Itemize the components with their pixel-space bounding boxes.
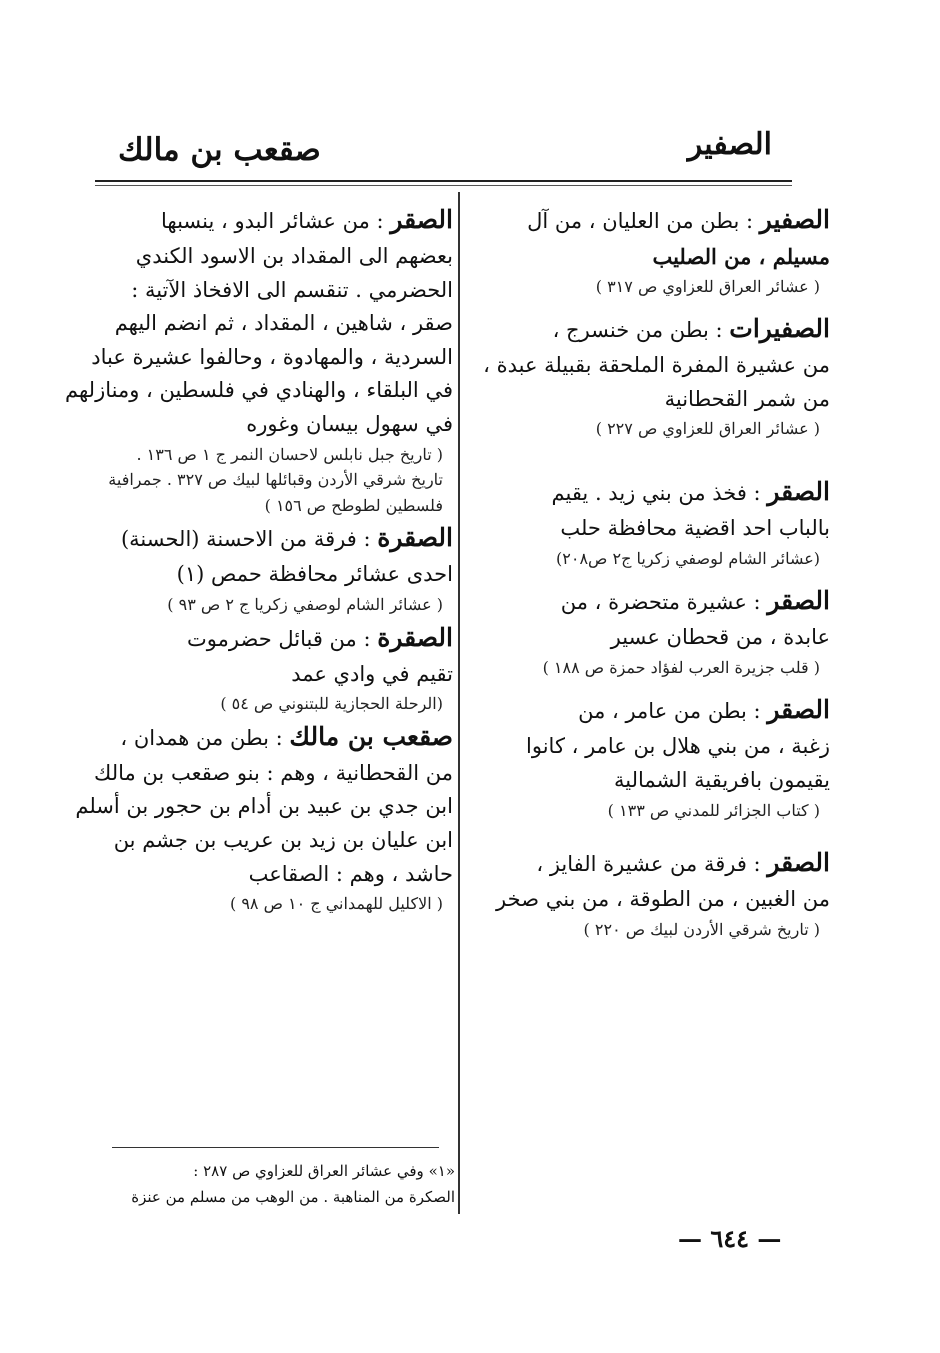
entry-assaqr-4 [460,843,830,942]
entry-reference: (عشائر الشام لوصفي زكريا ج٢ ص٢٠٨) [556,548,820,568]
entry-text: : بطن من همدان ، [120,725,290,750]
entry-text: : من عشائر البدو ، ينسبها [161,209,391,233]
entry-text: ابن عليان بن زيد بن عريب بن جشم بن [113,827,453,852]
entry-assaqr-3 [460,690,830,823]
entry-text: في سهول بيسان وغوره [246,411,453,436]
entry-text: : بطن من خنسرج ، [552,318,730,343]
running-head-left: صقعب بن مالك [118,132,321,168]
entry-text: الحضرمي . تنقسم الى الافخاذ الآتية : [131,277,453,302]
entry-term: الصقرة [377,622,453,652]
entry-text: من عشيرة المفرة الملحقة بقبيلة عبدة ، [483,353,830,378]
entry-reference: ( عشائر العراق للعزاوي ص ٣١٧ ) [595,276,820,296]
entry-term: صقعب بن مالك [289,721,453,751]
footnote-rule [112,1147,439,1148]
entry-text: مسيلم ، من الصليب [652,244,830,269]
entry-assaqr-1 [460,472,830,571]
entry-text: عابدة ، من قحطان عسير [610,625,830,650]
entry-saqab-bin-malik [75,717,453,917]
entry-reference: ( عشائر الشام لوصفي زكريا ج ٢ ص ٩٣ ) [167,594,443,614]
entry-reference: ( الاكليل للهمداني ج ١٠ ص ٩٨ ) [230,894,443,914]
entry-assaqr-bedouin [65,200,453,518]
entry-text: احدى عشائر محافظة حمص (١) [176,562,453,587]
entry-reference: ( قلب جزيرة العرب لفؤاد حمزة ص ١٨٨ ) [542,657,820,677]
entry-text: من القحطانية ، وهم : بنو صقعب بن مالك [94,760,453,785]
entry-assaqr-2 [460,581,830,680]
entry-text: زغبة ، من بني هلال بن عامر ، كانوا [526,734,830,759]
entry-reference: ( عشائر العراق للعزاوي ص ٢٢٧ ) [595,419,820,439]
entry-text: : عشيرة متحضرة ، من [560,590,768,615]
entry-reference: فلسطين لطوطح ص ١٥٦ ) [264,495,443,515]
entry-text: السردية ، والمهادوة ، وحالفوا عشيرة عباد [91,344,453,369]
running-head-right: الصفير [687,127,772,162]
entry-text: حاشد ، وهم : الصقاعب [248,861,453,886]
entry-text: : من قبائل حضرموت [187,626,378,651]
header-rule [95,180,792,182]
entry-text: : بطن من العليان ، من آل [527,209,760,233]
header-rule-thin [95,185,792,186]
entry-text: من الغبين ، من الطوقة ، من بني صخر [496,887,830,912]
entry-text: : بطن من عامر ، من [578,699,768,724]
entry-text: : فرقة من الاحسنة (الحسنة) [120,527,378,552]
entry-reference: تاريخ شرقي الأردن وقبائلها لبيك ص ٣٢٧ . جمرافية [108,470,443,490]
entry-reference: (الرحلة الحجازية للبتنوني ص ٥٤ ) [220,694,443,714]
entry-text: من شمر القحطانية [664,386,830,411]
entry-text: ابن جدي بن عبيد بن أدام بن حجور بن أسلم [75,794,453,819]
entry-reference: ( تاريخ جبل نابلس لاحسان النمر ج ١ ص ١٣٦ . [136,444,443,464]
entry-term: الصفير [759,205,830,234]
entry-text: : فرقة من عشيرة الفايز ، [536,852,768,877]
entry-text: بعضهم الى المقداد بن الاسود الكندي [135,244,453,268]
entry-text: في البلقاء ، والهنادي في فلسطين ، ومنازلهم [65,378,453,403]
entry-term: الصفيرات [729,314,830,344]
entry-term: الصقر [390,205,453,234]
entry-assafirat [460,309,830,442]
entry-text: : فخذ من بني زيد . يقيم [551,480,768,505]
entry-assaqra-2 [113,618,453,717]
entry-term: الصقر [767,476,830,506]
entry-assaqra-1 [113,518,453,617]
entry-term: الصقر [767,695,830,725]
entry-term: الصقر [767,586,830,616]
entry-reference: ( تاريخ شرقي الأردن لبيك ص ٢٢٠ ) [583,919,820,939]
page-number: — ٦٤٤ — [678,1224,782,1253]
entry-term: الصقر [767,848,830,878]
entry-text: تقيم في وادي عمد [291,661,453,686]
footnote-line: الصكرة من المناهبة . من الوهب من مسلم من عنزة [131,1188,455,1207]
entry-text: بالباب احد اقضية محافظة حلب [560,515,830,540]
entry-text: صقر ، شاهين ، المقداد ، ثم انضم اليهم [114,311,453,336]
right-column [460,200,830,942]
entry-reference: ( كتاب الجزائر للمدني ص ١٣٣ ) [607,800,820,820]
entry-assafir [460,200,830,299]
footnote-line: «١» وفي عشائر العراق للعزاوي ص ٢٨٧ : [193,1162,455,1180]
entry-term: الصقرة [377,523,453,553]
entry-text: يقيمون بافريقية الشمالية [614,767,830,792]
footnote [100,1158,455,1211]
left-column [65,200,453,917]
